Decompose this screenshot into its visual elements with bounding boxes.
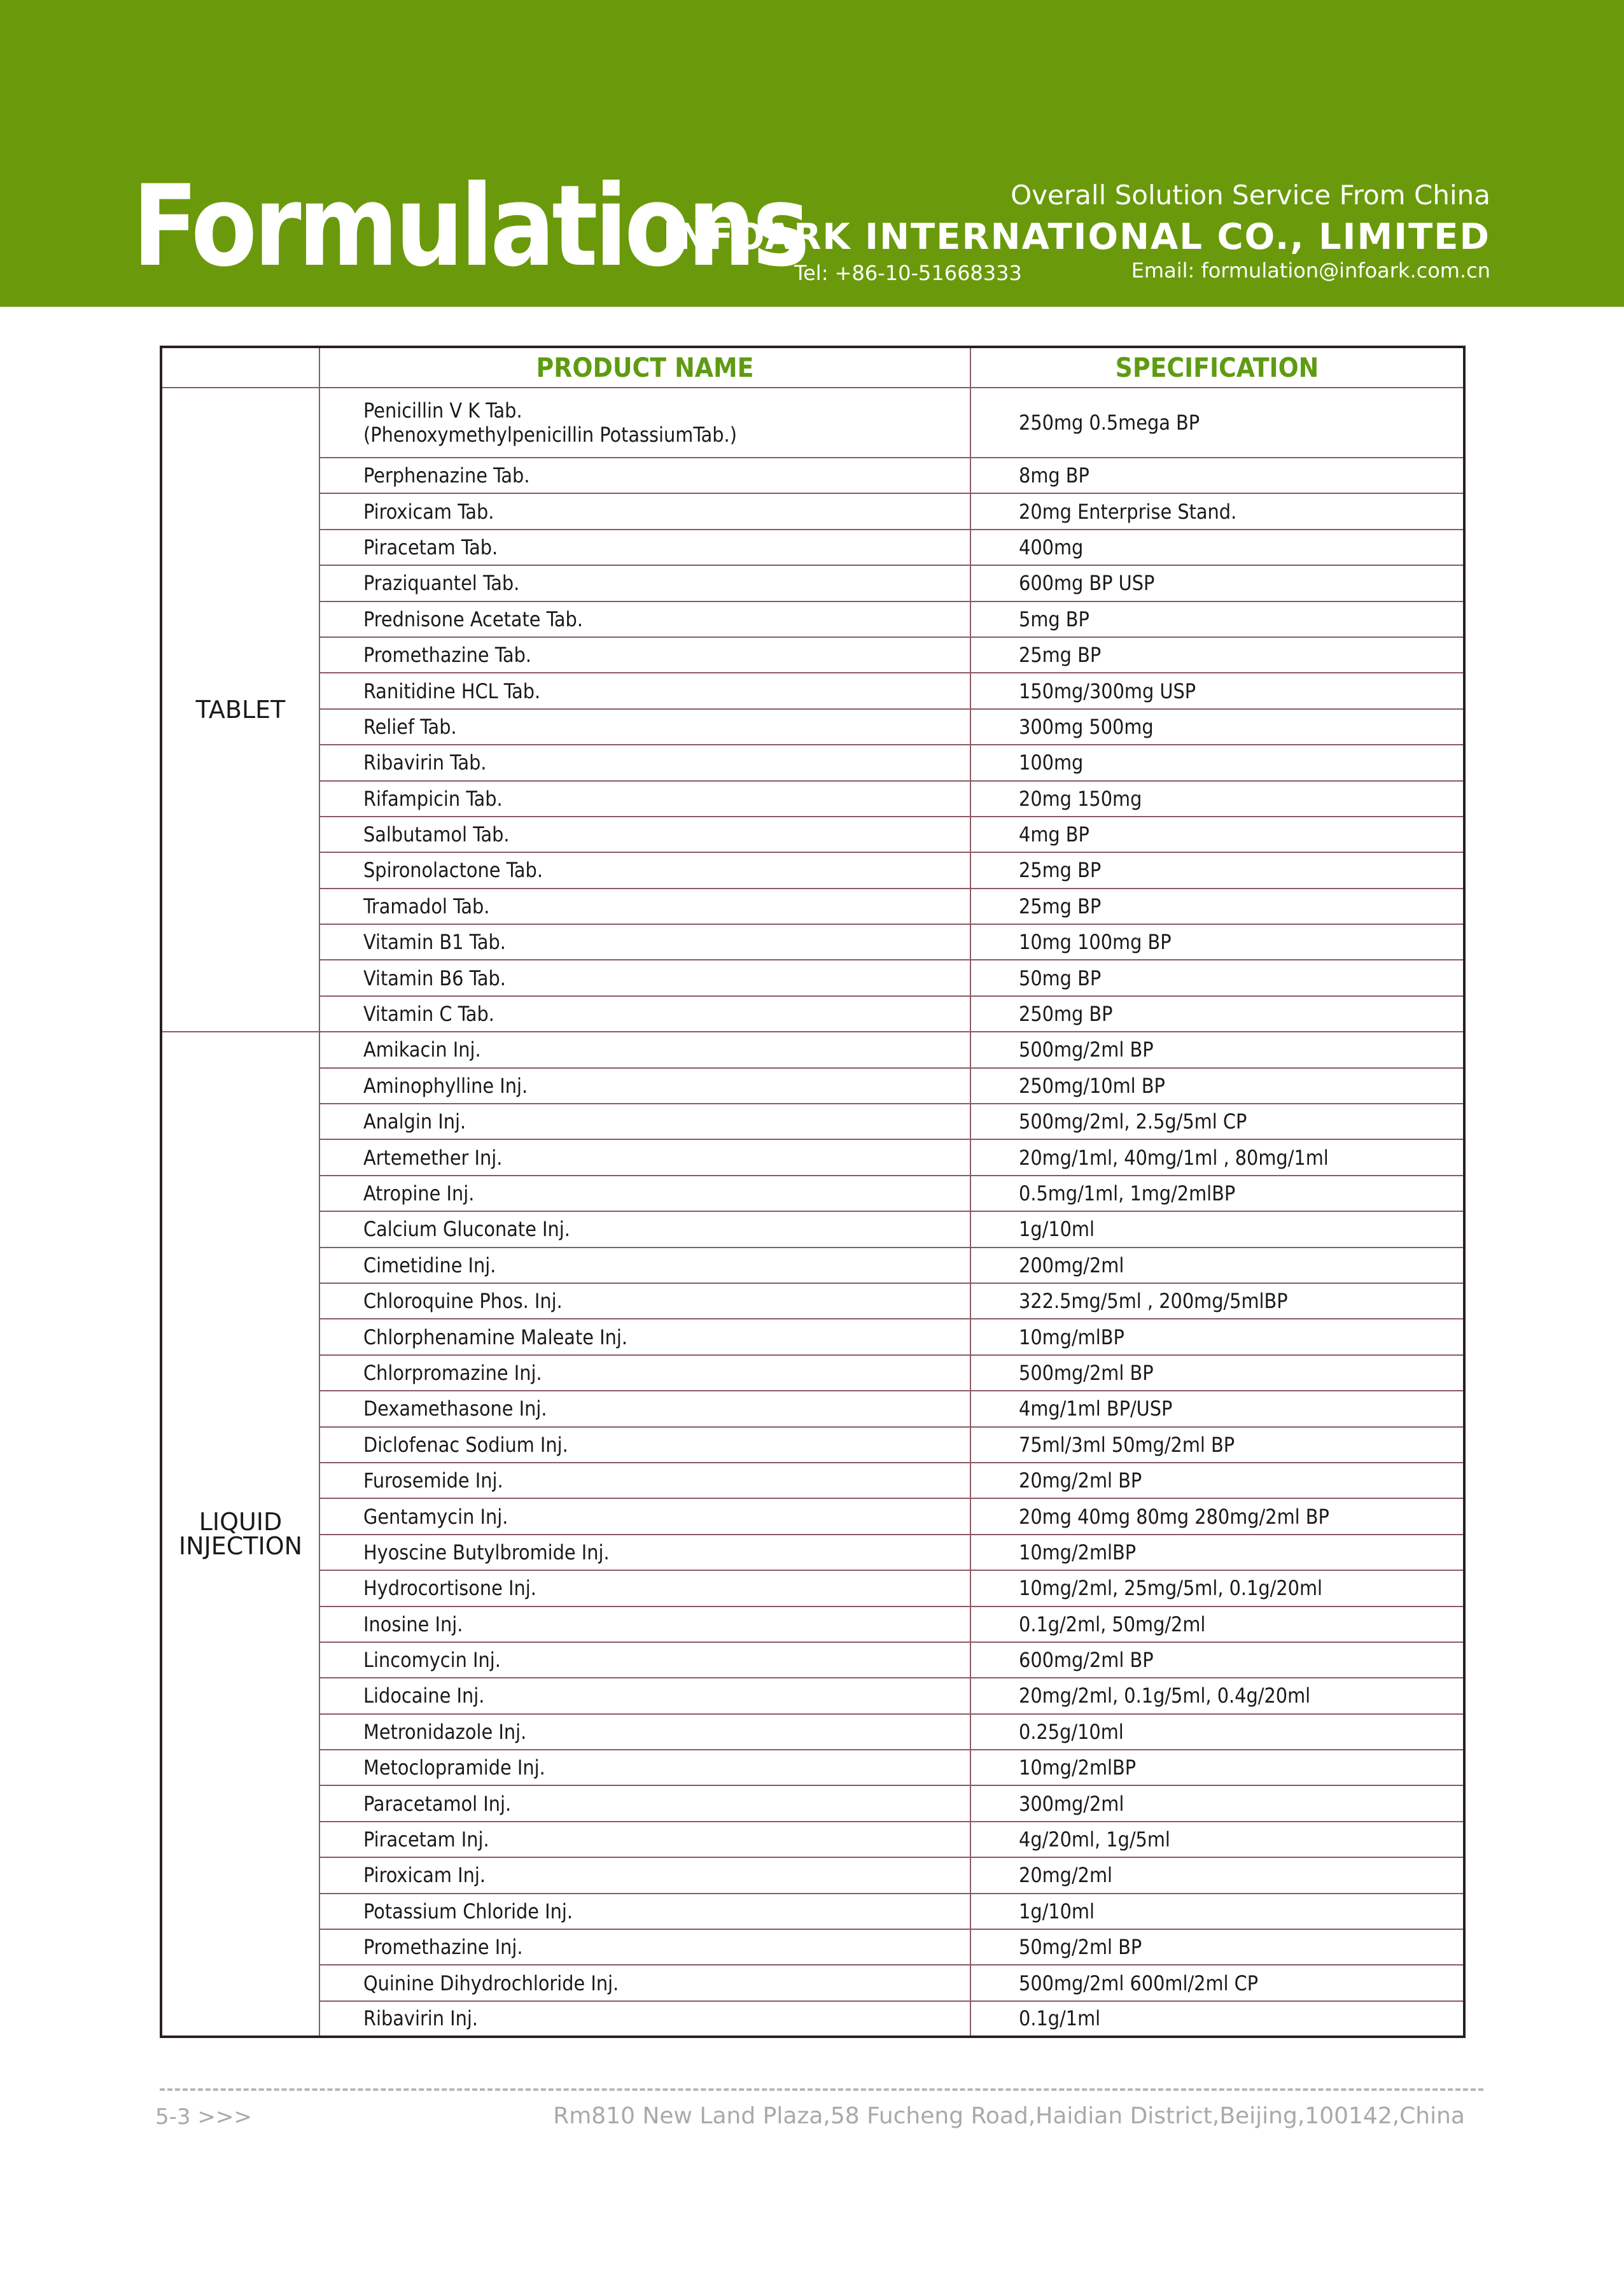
specification-cell: 25mg BP [970, 852, 1464, 888]
product-name-cell [319, 1857, 970, 1893]
product-name: Calcium Gluconate Inj. [363, 1217, 570, 1242]
table-row [161, 530, 1464, 565]
product-name-cell [319, 1965, 970, 2000]
table-row [161, 781, 1464, 817]
product-name-cell [319, 1678, 970, 1713]
product-name: Relief Tab. [363, 714, 457, 739]
table-row [161, 1104, 1464, 1139]
product-name: Piracetam Tab. [363, 535, 498, 559]
product-name: Lincomycin Inj. [363, 1648, 501, 1673]
product-name-detail: (Phenoxymethylpenicillin PotassiumTab.) [363, 423, 737, 447]
product-table [160, 346, 1466, 2038]
product-name-cell [319, 1032, 970, 1067]
specification-cell: 600mg BP USP [970, 565, 1464, 601]
table-row [161, 1211, 1464, 1247]
table-row [161, 565, 1464, 601]
table-row [161, 601, 1464, 637]
product-name-cell [319, 493, 970, 529]
table-row [161, 1139, 1464, 1175]
specification-cell: 150mg/300mg USP [970, 673, 1464, 708]
specification-cell: 322.5mg/5ml , 200mg/5mlBP [970, 1283, 1464, 1319]
table-row [161, 1785, 1464, 1821]
specification-cell: 8mg BP [970, 458, 1464, 493]
table-row [161, 817, 1464, 852]
product-name-cell [319, 1391, 970, 1426]
product-name-cell [319, 1607, 970, 1642]
product-name: Piroxicam Inj. [363, 1863, 486, 1888]
table-row [161, 889, 1464, 924]
category-cell [161, 388, 319, 1032]
specification-cell: 20mg/2ml, 0.1g/5ml, 0.4g/20ml [970, 1678, 1464, 1713]
table-row [161, 1355, 1464, 1391]
product-name: Penicillin V K Tab. [363, 398, 522, 423]
table-row [161, 1176, 1464, 1211]
specification-cell: 0.1g/1ml [970, 2001, 1464, 2037]
product-name-cell [319, 388, 970, 458]
specification-cell: 400mg [970, 530, 1464, 565]
product-name-cell [319, 781, 970, 817]
product-name: Cimetidine Inj. [363, 1253, 496, 1277]
specification-cell: 300mg 500mg [970, 709, 1464, 745]
specification-cell: 500mg/2ml 600ml/2ml CP [970, 1965, 1464, 2000]
product-name: Ribavirin Tab. [363, 750, 487, 775]
product-name-cell [319, 1894, 970, 1929]
table-row [161, 924, 1464, 960]
product-name-cell [319, 1750, 970, 1785]
specification-cell: 50mg BP [970, 960, 1464, 995]
product-name-cell [319, 1785, 970, 1821]
product-name: Metronidazole Inj. [363, 1719, 527, 1744]
category-cell [161, 1032, 319, 2037]
product-name: Gentamycin Inj. [363, 1504, 508, 1529]
product-name-cell [319, 1319, 970, 1354]
table-row [161, 1068, 1464, 1104]
email-address: Email: formulation@infoark.com.cn [1131, 258, 1490, 283]
specification-cell: 5mg BP [970, 601, 1464, 637]
table-row [161, 960, 1464, 995]
category-label-line2: INJECTION [178, 1532, 303, 1561]
product-name-cell [319, 1498, 970, 1534]
product-name-cell [319, 817, 970, 852]
table-row [161, 1642, 1464, 1678]
product-name-cell [319, 1211, 970, 1247]
specification-cell: 4mg BP [970, 817, 1464, 852]
product-name-cell [319, 1283, 970, 1319]
product-name-cell [319, 709, 970, 745]
product-name-cell [319, 1570, 970, 1606]
specification-cell: 0.1g/2ml, 50mg/2ml [970, 1607, 1464, 1642]
specification-cell: 20mg/2ml [970, 1857, 1464, 1893]
table-row [161, 1463, 1464, 1498]
table-row [161, 1929, 1464, 1965]
footer-divider [160, 2088, 1483, 2091]
specification-cell: 500mg/2ml BP [970, 1355, 1464, 1391]
product-name: Chloroquine Phos. Inj. [363, 1289, 563, 1314]
table-row [161, 1283, 1464, 1319]
product-name-cell [319, 530, 970, 565]
specification-cell: 25mg BP [970, 889, 1464, 924]
product-name-cell [319, 1535, 970, 1570]
table-row [161, 673, 1464, 708]
product-name: Metoclopramide Inj. [363, 1755, 545, 1780]
specification-cell: 0.25g/10ml [970, 1714, 1464, 1750]
product-name: Praziquantel Tab. [363, 571, 520, 596]
product-name: Vitamin C Tab. [363, 1002, 494, 1027]
product-name: Amikacin Inj. [363, 1037, 481, 1062]
table-row [161, 1319, 1464, 1354]
specification-cell: 500mg/2ml BP [970, 1032, 1464, 1067]
product-name-cell [319, 1104, 970, 1139]
specification-cell: 25mg BP [970, 637, 1464, 673]
table-row [161, 1570, 1464, 1606]
product-name: Potassium Chloride Inj. [363, 1899, 573, 1923]
specification-cell: 20mg 150mg [970, 781, 1464, 817]
product-name: Quinine Dihydrochloride Inj. [363, 1971, 619, 1995]
specification-cell: 100mg [970, 745, 1464, 780]
product-name: Perphenazine Tab. [363, 463, 530, 488]
product-name: Vitamin B1 Tab. [363, 930, 506, 955]
product-name: Vitamin B6 Tab. [363, 966, 506, 990]
specification-cell: 250mg BP [970, 996, 1464, 1032]
product-name: Spironolactone Tab. [363, 858, 543, 883]
specification-cell: 250mg 0.5mega BP [970, 388, 1464, 458]
product-name: Prednisone Acetate Tab. [363, 607, 583, 631]
table-row [161, 1714, 1464, 1750]
product-name-cell [319, 924, 970, 960]
product-name-cell [319, 852, 970, 888]
table-row [161, 1535, 1464, 1570]
product-name: Inosine Inj. [363, 1612, 463, 1636]
product-name-cell [319, 1068, 970, 1104]
page-title: Formulations [132, 161, 807, 292]
table-row [161, 1391, 1464, 1426]
specification-cell: 10mg 100mg BP [970, 924, 1464, 960]
specification-cell: 0.5mg/1ml, 1mg/2mlBP [970, 1176, 1464, 1211]
page-number: 5-3 >>> [155, 2104, 252, 2130]
table-row [161, 1248, 1464, 1283]
specification-cell: 20mg Enterprise Stand. [970, 493, 1464, 529]
product-name-cell [319, 1642, 970, 1678]
product-name-cell [319, 745, 970, 780]
product-name: Artemether Inj. [363, 1145, 503, 1170]
product-name-cell [319, 458, 970, 493]
specification-cell: 4g/20ml, 1g/5ml [970, 1822, 1464, 1857]
product-name: Piracetam Inj. [363, 1827, 489, 1852]
product-name: Hyoscine Butylbromide Inj. [363, 1540, 610, 1564]
product-name-cell [319, 1822, 970, 1857]
table-row [161, 1427, 1464, 1463]
specification-cell: 200mg/2ml [970, 1248, 1464, 1283]
product-name: Lidocaine Inj. [363, 1684, 485, 1708]
table-row [161, 1032, 1464, 1067]
product-name-cell [319, 1355, 970, 1391]
table-row [161, 709, 1464, 745]
specification-cell: 500mg/2ml, 2.5g/5ml CP [970, 1104, 1464, 1139]
table-row [161, 1750, 1464, 1785]
product-name: Promethazine Inj. [363, 1935, 523, 1960]
table-row [161, 745, 1464, 780]
specification-cell: 600mg/2ml BP [970, 1642, 1464, 1678]
specification-cell: 4mg/1ml BP/USP [970, 1391, 1464, 1426]
product-name-cell [319, 1176, 970, 1211]
product-name: Ranitidine HCL Tab. [363, 678, 541, 703]
specification-cell: 250mg/10ml BP [970, 1068, 1464, 1104]
product-name-cell [319, 1427, 970, 1463]
product-name: Promethazine Tab. [363, 643, 532, 668]
product-name-cell [319, 960, 970, 995]
product-name: Dexamethasone Inj. [363, 1396, 547, 1421]
product-name: Analgin Inj. [363, 1109, 466, 1134]
table-row [161, 388, 1464, 458]
product-name: Chlorphenamine Maleate Inj. [363, 1325, 627, 1349]
product-name-cell [319, 996, 970, 1032]
specification-cell: 1g/10ml [970, 1211, 1464, 1247]
company-name: INFOARK INTERNATIONAL CO., LIMITED [662, 216, 1490, 258]
product-name: Atropine Inj. [363, 1181, 475, 1206]
product-name: Hydrocortisone Inj. [363, 1576, 536, 1601]
table-row [161, 852, 1464, 888]
specification-cell: 10mg/mlBP [970, 1319, 1464, 1354]
table-row [161, 637, 1464, 673]
product-name: Furosemide Inj. [363, 1468, 503, 1493]
product-name-cell [319, 637, 970, 673]
header-banner [0, 0, 1624, 307]
specification-cell: 20mg/1ml, 40mg/1ml , 80mg/1ml [970, 1139, 1464, 1175]
product-name: Ribavirin Inj. [363, 2006, 479, 2031]
phone-number: Tel: +86-10-51668333 [794, 261, 1022, 285]
specification-cell: 50mg/2ml BP [970, 1929, 1464, 1965]
product-name: Paracetamol Inj. [363, 1791, 512, 1816]
table-header-row [161, 347, 1464, 388]
product-name-cell [319, 1139, 970, 1175]
specification-cell: 10mg/2mlBP [970, 1535, 1464, 1570]
product-name: Salbutamol Tab. [363, 822, 510, 847]
specification-cell: 20mg/2ml BP [970, 1463, 1464, 1498]
product-name: Diclofenac Sodium Inj. [363, 1432, 568, 1457]
product-name-cell [319, 1929, 970, 1965]
product-name-cell [319, 1248, 970, 1283]
specification-cell: 75ml/3ml 50mg/2ml BP [970, 1427, 1464, 1463]
header-empty-cell [161, 347, 319, 388]
footer-address: Rm810 New Land Plaza,58 Fucheng Road,Haidian District,Beijing,100142,China [553, 2103, 1465, 2129]
table-row [161, 2001, 1464, 2037]
table-row [161, 1498, 1464, 1534]
header-specification: SPECIFICATION [970, 347, 1464, 388]
category-label: TABLET [195, 696, 286, 724]
table-row [161, 1678, 1464, 1713]
specification-cell: 10mg/2mlBP [970, 1750, 1464, 1785]
table-row [161, 1607, 1464, 1642]
table-row [161, 1822, 1464, 1857]
table-row [161, 996, 1464, 1032]
product-name-cell [319, 601, 970, 637]
table-row [161, 493, 1464, 529]
category-label: LIQUID [199, 1508, 283, 1536]
table-row [161, 1894, 1464, 1929]
product-name: Tramadol Tab. [363, 894, 490, 918]
product-name-cell [319, 1463, 970, 1498]
product-name-cell [319, 1714, 970, 1750]
table-row [161, 458, 1464, 493]
product-name-cell [319, 2001, 970, 2037]
product-name: Piroxicam Tab. [363, 499, 494, 524]
specification-cell: 10mg/2ml, 25mg/5ml, 0.1g/20ml [970, 1570, 1464, 1606]
header-product-name: PRODUCT NAME [319, 347, 970, 388]
specification-cell: 20mg 40mg 80mg 280mg/2ml BP [970, 1498, 1464, 1534]
product-name: Aminophylline Inj. [363, 1073, 528, 1098]
product-name-cell [319, 673, 970, 708]
tagline: Overall Solution Service From China [1011, 179, 1490, 211]
product-name: Rifampicin Tab. [363, 786, 503, 811]
product-name-cell [319, 565, 970, 601]
specification-cell: 300mg/2ml [970, 1785, 1464, 1821]
product-name-cell [319, 889, 970, 924]
specification-cell: 1g/10ml [970, 1894, 1464, 1929]
table-row [161, 1965, 1464, 2000]
product-name: Chlorpromazine Inj. [363, 1360, 542, 1385]
table-row [161, 1857, 1464, 1893]
